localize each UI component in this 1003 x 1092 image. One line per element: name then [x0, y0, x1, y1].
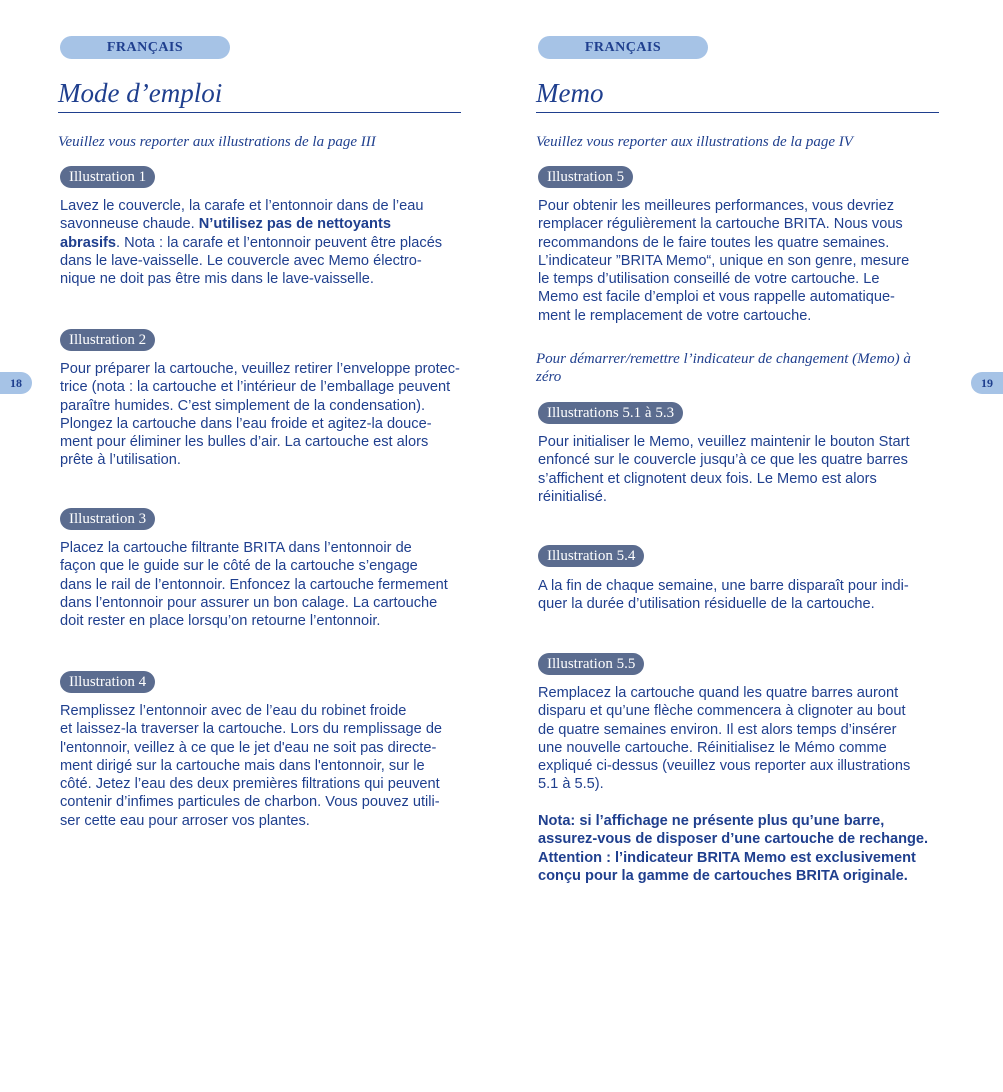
page-number-right: 19: [971, 372, 1003, 394]
language-label: FRANÇAIS: [538, 36, 708, 59]
illustration-1-text: Lavez le couvercle, la carafe et l’entonnoir dans de l’eau savonneuse chaude. N’utilisez pas de nettoyants abrasifs. Nota : la carafe et l’entonnoir peuvent être placés dans le lave-vaisselle. Le couvercle avec Memo électro- nique ne doit pas être mis dans le lave-vaisselle.: [60, 198, 443, 288]
illustration-3-text: Placez la cartouche filtrante BRITA dans l’entonnoir de façon que le guide sur le côté de la cartouche s’engage dans le rail de l’entonnoir. Enfoncez la cartouche fermement dans l’entonnoir pour assurer un bon calage. La cartouche doit rester en place lorsqu’on retourne l’entonnoir.: [60, 540, 448, 630]
intro-reference: Veuillez vous reporter aux illustrations de la page III: [58, 134, 376, 150]
illustration-4-label: Illustration 4: [60, 671, 155, 693]
illustration-5-4-text: A la fin de chaque semaine, une barre disparaît pour indi- quer la durée d’utilisation résiduelle de la cartouche.: [538, 578, 909, 613]
intro-reference: Veuillez vous reporter aux illustrations de la page IV: [536, 134, 853, 150]
illustration-5-text: Pour obtenir les meilleures performances, vous devriez remplacer régulièrement la cartouche BRITA. Nous vous recommandons de le faire toutes les quatre semaines. L’indicateur ”BRITA Memo“, unique en son genre, mesure le temps d’utilisation conseillé de votre cartouche. Le Memo est facile d’emploi et vous rappelle automatique- ment le remplacement de votre cartouche.: [538, 198, 910, 324]
illustration-1-label: Illustration 1: [60, 166, 155, 188]
page-title: Memo: [536, 76, 939, 113]
memo-reset-subheading: Pour démarrer/remettre l’indicateur de changement (Memo) à zéro: [536, 351, 911, 385]
illustration-3-label: Illustration 3: [60, 508, 155, 530]
memo-note: Nota: si l’affichage ne présente plus qu’une barre, assurez-vous de disposer d’une cartouche de rechange. Attention : l’indicateur BRITA Memo est exclusivement conçu pour la gamme de cartouches BRITA originale.: [538, 813, 929, 884]
language-label: FRANÇAIS: [60, 36, 230, 59]
page-title: Mode d’emploi: [58, 76, 461, 113]
illustration-5-5-label: Illustration 5.5: [538, 653, 644, 675]
page-number-left: 18: [0, 372, 32, 394]
illustration-5-label: Illustration 5: [538, 166, 633, 188]
illustration-5-5-text: Remplacez la cartouche quand les quatre barres auront disparu et qu’une flèche commencera à clignoter au bout de quatre semaines environ. Il est alors temps d’insérer une nouvelle cartouche. Réinitialisez le Mémo comme expliqué ci-dessus (veuillez vous reporter aux illustrations 5.1 à 5.5).: [538, 685, 911, 793]
illustration-5-1-5-3-label: Illustrations 5.1 à 5.3: [538, 402, 683, 424]
illustration-5-1-5-3-text: Pour initialiser le Memo, veuillez maintenir le bouton Start enfoncé sur le couvercle jusqu’à ce que les quatre barres s’affichent et clignotent deux fois. Le Memo est alors réinitialisé.: [538, 434, 910, 505]
illustration-2-label: Illustration 2: [60, 329, 155, 351]
illustration-2-text: Pour préparer la cartouche, veuillez retirer l’enveloppe protec- trice (nota : la cartouche et l’intérieur de l’emballage peuvent paraître humides. C’est simplement de la condensation). Plongez la cartouche dans l’eau froide et agitez-la douce- ment pour éliminer les bulles d’air. La cartouche est alors prête à l’utilisation.: [60, 361, 460, 469]
illustration-5-4-label: Illustration 5.4: [538, 545, 644, 567]
illustration-4-text: Remplissez l’entonnoir avec de l’eau du robinet froide et laissez-la traverser la cartouche. Lors du remplissage de l'entonnoir, veillez à ce que le jet d'eau ne soit pas directe- ment dirigé sur la cartouche mais dans l'entonnoir, sur le côté. Jetez l’eau des deux premières filtrations qui peuvent contenir d’infimes particules de charbon. Vous pouvez utili- ser cette eau pour arroser vos plantes.: [60, 703, 443, 829]
